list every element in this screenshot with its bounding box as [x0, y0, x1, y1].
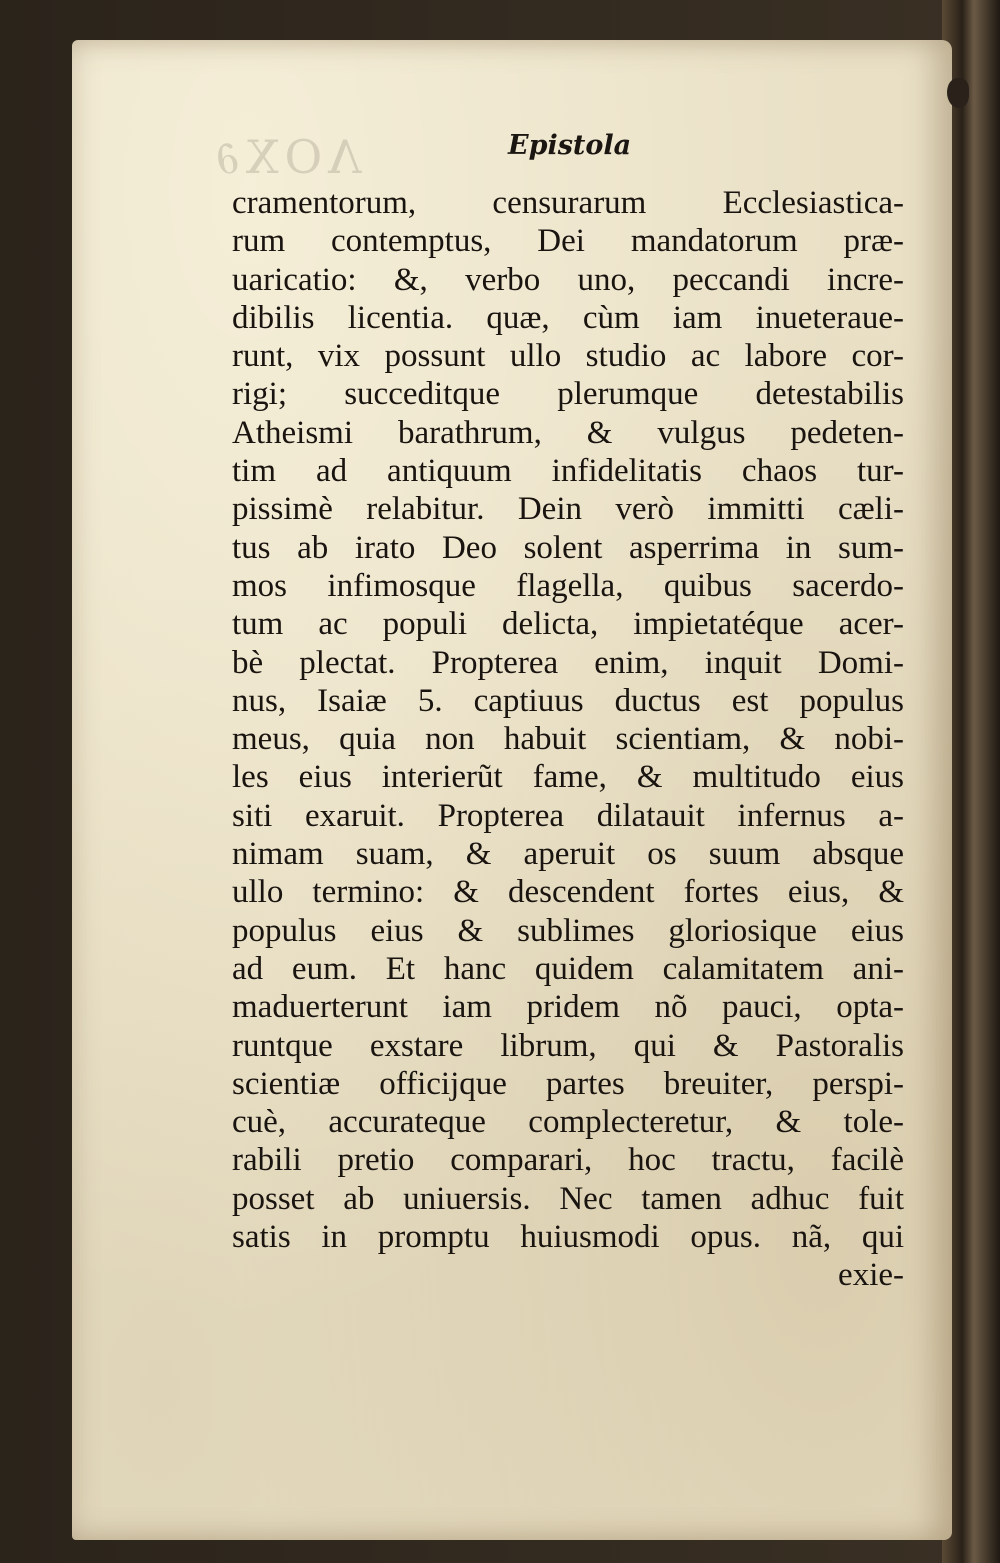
text-line: cuè, accurateque complecteretur, & tole- — [232, 1104, 904, 1141]
text-line: satis in promptu huiusmodi opus. nã, qui — [232, 1219, 904, 1256]
text-line: nimam suam, & aperuit os suum absque — [232, 836, 904, 873]
text-line: posset ab uniuersis. Nec tamen adhuc fuit — [232, 1180, 904, 1217]
text-line: mos infimosque flagella, quibus sacerdo- — [232, 567, 904, 604]
text-line: rabili pretio comparari, hoc tractu, facilè — [232, 1142, 904, 1179]
ink-blot-mark — [947, 78, 969, 108]
text-line: runt, vix possunt ullo studio ac labore cor- — [232, 338, 904, 375]
text-line: maduerterunt iam pridem nõ pauci, opta- — [232, 989, 904, 1026]
catchword: exie- — [838, 1257, 904, 1294]
text-line: ad eum. Et hanc quidem calamitatem ani- — [232, 950, 904, 987]
text-line: nus, Isaiæ 5. captiuus ductus est populus — [232, 682, 904, 719]
text-line: tus ab irato Deo solent asperrima in sum- — [232, 529, 904, 566]
text-line: rigi; succeditque plerumque detestabilis — [232, 376, 904, 413]
text-line: tum ac populi delicta, impietatéque acer- — [232, 606, 904, 643]
text-line: populus eius & sublimes gloriosique eius — [232, 912, 904, 949]
text-line: rum contemptus, Dei mandatorum præ- — [232, 223, 904, 260]
body-text — [232, 184, 904, 1295]
text-line: bè plectat. Propterea enim, inquit Domi- — [232, 644, 904, 681]
text-line: dibilis licentia. quæ, cùm iam inueteraue- — [232, 299, 904, 336]
text-line: Atheismi barathrum, & vulgus pedeten- — [232, 414, 904, 451]
show-through-bleed: ΛΟΧ∂ — [210, 130, 362, 184]
text-line: pissimè relabitur. Dein verò immitti cæli- — [232, 491, 904, 528]
text-line: scientiæ officijque partes breuiter, perspi- — [232, 1065, 904, 1102]
running-header: Epistola — [508, 130, 632, 161]
text-line: runtque exstare librum, qui & Pastoralis — [232, 1027, 904, 1064]
text-line: tim ad antiquum infidelitatis chaos tur- — [232, 453, 904, 490]
text-line: meus, quia non habuit scientiam, & nobi- — [232, 721, 904, 758]
text-line: les eius interierũt fame, & multitudo eius — [232, 759, 904, 796]
text-line: uaricatio: &, verbo uno, peccandi incre- — [232, 261, 904, 298]
text-line: siti exaruit. Propterea dilatauit infernus a- — [232, 797, 904, 834]
text-line: ullo termino: & descendent fortes eius, & — [232, 874, 904, 911]
text-line: cramentorum, censurarum Ecclesiastica- — [232, 185, 904, 221]
